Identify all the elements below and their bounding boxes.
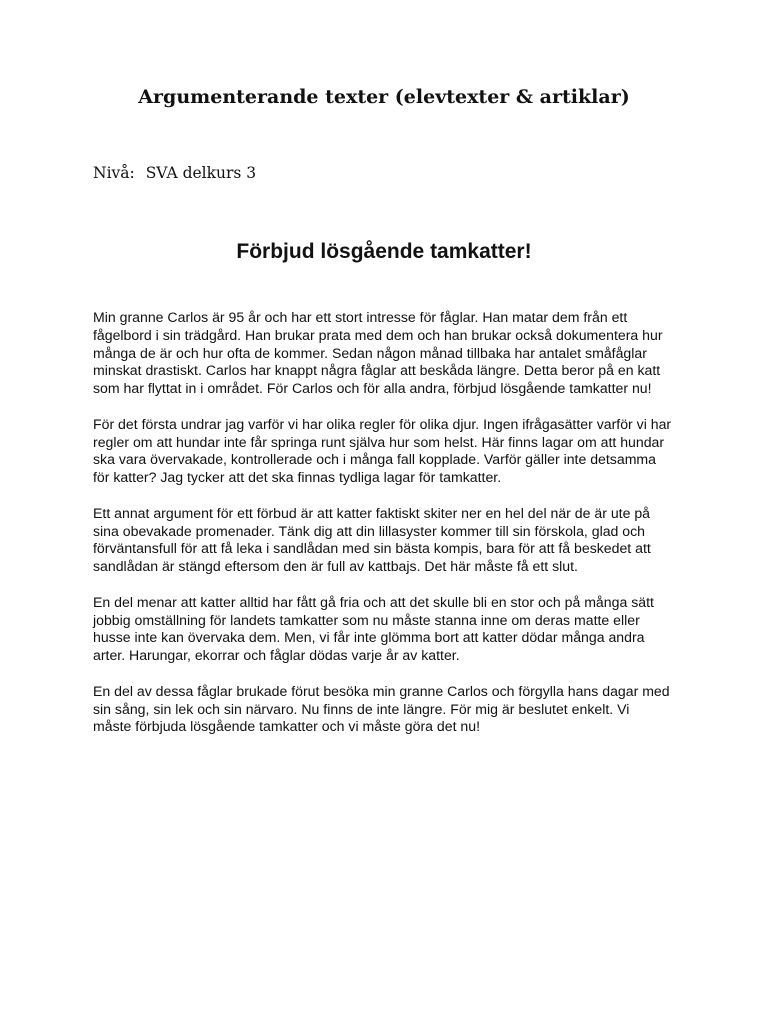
text-line: förväntansfull för att få leka i sandlådan med sin bästa kompis, bara för att få beskedet att [93,540,651,557]
text-line: jobbig omställning för landets tamkatter som nu måste stanna inne om deras matte eller [93,611,640,628]
text-line: för katter? Jag tycker att det ska finnas tydliga lagar för tamkatter. [93,469,502,486]
text-line: En del menar att katter alltid har fått gå fria och att det skulle bli en stor och på många sätt [93,593,654,610]
text-line: husse inte kan övervaka dem. Men, vi får inte glömma bort att katter dödar många andra [93,629,645,646]
paragraph [93,505,693,576]
text-line: minskat drastiskt. Carlos har knappt några fåglar att beskåda längre. Detta beror på en katt [93,362,661,379]
text-line: arter. Harungar, ekorrar och fåglar dödas varje år av katter. [93,647,460,664]
text-line: fågelbord i sin trädgård. Han brukar prata med dem och han brukar också dokumentera hur [93,326,663,343]
text-line: många de är och hur ofta de kommer. Sedan någon månad tillbaka har antalet småfåglar [93,344,647,361]
level-label: Nivå: [93,164,135,182]
text-line: som har flyttat in i området. För Carlos och för alla andra, förbjud lösgående tamkatter nu! [93,380,652,397]
paragraph [93,683,693,736]
paragraph [93,309,693,398]
level-line [93,164,256,182]
article-body [93,309,693,754]
document-title: Argumenterande texter (elevtexter & artiklar) [138,86,630,108]
text-line: Ett annat argument för ett förbud är att katter faktiskt skiter ner en hel del när de är ute på [93,504,651,521]
text-line: En del av dessa fåglar brukade förut besöka min granne Carlos och förgylla hans dagar med [93,682,670,699]
text-line: sin sång, sin lek och sin närvaro. Nu finns de inte längre. För mig är beslutet enkelt. Vi [93,700,630,717]
article-title: Förbjud lösgående tamkatter! [236,240,532,263]
text-line: regler om att hundar inte får springa runt själva hur som helst. Här finns lagar om att hundar [93,433,665,450]
text-line: sina obevakade promenader. Tänk dig att din lillasyster kommer till sin förskola, glad och [93,522,646,539]
level-value: SVA delkurs 3 [145,164,257,182]
text-line: måste förbjuda lösgående tamkatter och vi måste göra det nu! [93,718,481,735]
paragraph [93,416,693,487]
text-line: ska vara övervakade, kontrollerade och i många fall kopplade. Varför gäller inte detsamma [93,451,657,468]
text-line: För det första undrar jag varför vi har olika regler för olika djur. Ingen ifrågasätter varför vi har [93,415,672,432]
paragraph [93,594,693,665]
text-line: Min granne Carlos är 95 år och har ett stort intresse för fåglar. Han matar dem från ett [93,309,628,325]
text-line: sandlådan är stängd eftersom den är full av kattbajs. Det här måste få ett slut. [93,558,578,575]
